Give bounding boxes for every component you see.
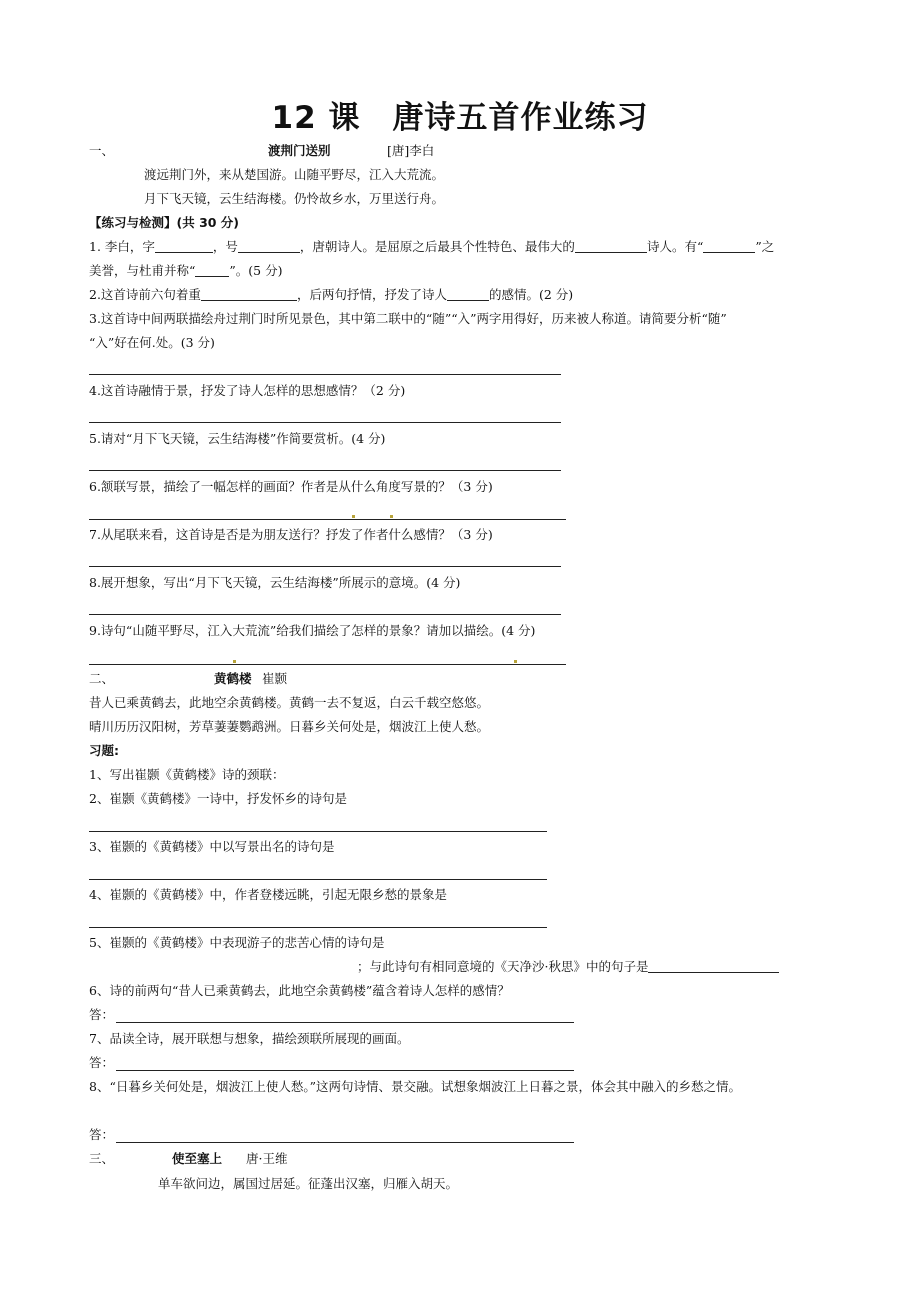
s2-question-1: 1、写出崔颢《黄鹤楼》诗的颈联： xyxy=(89,767,285,782)
blank-poet-type[interactable] xyxy=(575,240,647,253)
q1-text-c: ，唐朝诗人。是屈原之后最具个性特色、最伟大的 xyxy=(299,239,575,254)
scan-dot xyxy=(514,660,517,663)
answer-line-q7[interactable] xyxy=(89,566,561,567)
section-1-number: 一、 xyxy=(89,143,115,158)
poem-1-line-2: 月下飞天镜，云生结海楼。仍怜故乡水，万里送行舟。 xyxy=(144,191,445,206)
blank-paired-name[interactable] xyxy=(195,264,229,277)
exercise-header-2: 习题: xyxy=(89,743,119,758)
s2-question-7: 7、品读全诗，展开联想与想象，描绘颈联所展现的画面。 xyxy=(89,1031,410,1046)
answer-line-q5[interactable] xyxy=(89,470,561,471)
question-2 xyxy=(89,287,573,303)
s2-question-3: 3、崔颢的《黄鹤楼》中以写景出名的诗句是 xyxy=(89,839,335,854)
blank-zi[interactable] xyxy=(155,240,213,253)
poem-2-line-2: 晴川历历汉阳树，芳草萋萋鹦鹉洲。日暮乡关何处是，烟波江上使人愁。 xyxy=(89,719,490,734)
question-3: 3.这首诗中间两联描绘舟过荆门时所见景色，其中第二联中的“随”“入”两字用得好，历来被人称道。请简要分析“随” xyxy=(89,311,727,326)
answer-line-q3[interactable] xyxy=(89,374,561,375)
poem-2-line-1: 昔人已乘黄鹤去，此地空余黄鹤楼。黄鹤一去不复返，白云千载空悠悠。 xyxy=(89,695,490,710)
answer-line-s2-q2[interactable] xyxy=(89,831,547,832)
answer-line-q4[interactable] xyxy=(89,422,561,423)
question-6: 6.颔联写景，描绘了一幅怎样的画面？作者是从什么角度写景的？（3 分) xyxy=(89,479,493,494)
section-2-poem-title: 黄鹤楼 xyxy=(214,671,252,686)
poem-1-line-1: 渡远荆门外，来从楚国游。山随平野尽，江入大荒流。 xyxy=(144,167,445,182)
answer-label-q8: 答： xyxy=(89,1127,115,1142)
blank-focus[interactable] xyxy=(201,288,297,301)
question-7: 7.从尾联来看，这首诗是否是为朋友送行？抒发了作者什么感情？（3 分) xyxy=(89,527,493,542)
q1-text-a: 1. 李白，字 xyxy=(89,239,155,254)
q1-text-f: 美誉，与杜甫并称“ xyxy=(89,263,196,278)
q1-text-g: ”。(5 分) xyxy=(229,263,283,278)
question-5: 5.请对“月下飞天镜，云生结海楼”作简要赏析。(4 分) xyxy=(89,431,386,446)
q1-text-e: ”之 xyxy=(755,239,775,254)
blank-hao[interactable] xyxy=(238,240,300,253)
question-8: 8.展开想象，写出“月下飞天镜，云生结海楼”所展示的意境。(4 分) xyxy=(89,575,461,590)
page-title: 12 课 唐诗五首作业练习 xyxy=(271,100,649,136)
question-9: 9.诗句“山随平野尽，江入大荒流”给我们描绘了怎样的景象？请加以描绘。(4 分) xyxy=(89,623,536,638)
answer-line-s2-q4[interactable] xyxy=(89,927,547,928)
q2-text-b: ，后两句抒情，抒发了诗人 xyxy=(296,287,447,302)
s2-question-2: 2、崔颢《黄鹤楼》一诗中，抒发怀乡的诗句是 xyxy=(89,791,347,806)
scan-dot xyxy=(352,515,355,518)
blank-feeling[interactable] xyxy=(447,288,489,301)
answer-label-q6: 答： xyxy=(89,1007,115,1022)
section-3-poem-title: 使至塞上 xyxy=(172,1151,223,1166)
section-2-number: 二、 xyxy=(89,671,115,686)
scan-dot xyxy=(390,515,393,518)
section-3-author: 唐·王维 xyxy=(246,1151,288,1166)
answer-line-q9[interactable] xyxy=(89,664,566,665)
section-2-author: 崔颢 xyxy=(262,671,288,686)
section-1-poem-title: 渡荆门送别 xyxy=(268,143,331,158)
question-1-cont xyxy=(89,263,282,279)
question-4: 4.这首诗融情于景，抒发了诗人怎样的思想感情？（2 分) xyxy=(89,383,406,398)
exercise-header: 【练习与检测】(共 30 分) xyxy=(89,215,240,230)
q1-text-d: 诗人。有“ xyxy=(646,239,704,254)
s2-question-4: 4、崔颢的《黄鹤楼》中，作者登楼远眺，引起无限乡愁的景象是 xyxy=(89,887,447,902)
question-3-cont: “入”好在何.处。(3 分) xyxy=(89,335,215,350)
s2-question-5-cont xyxy=(357,959,779,975)
scan-dot xyxy=(233,660,236,663)
answer-label-q7: 答： xyxy=(89,1055,115,1070)
q1-text-b: ，号 xyxy=(212,239,238,254)
q2-text-a: 2.这首诗前六句着重 xyxy=(89,287,201,302)
answer-line-q6[interactable] xyxy=(89,519,566,520)
question-1 xyxy=(89,239,774,255)
s2-question-6: 6、诗的前两句“昔人已乘黄鹤去，此地空余黄鹤楼”蕴含着诗人怎样的感情？ xyxy=(89,983,510,998)
blank-title[interactable] xyxy=(703,240,755,253)
section-3-number: 三、 xyxy=(89,1151,115,1166)
blank-autumn-line[interactable] xyxy=(648,960,779,973)
s2-question-8: 8、“日暮乡关何处是，烟波江上使人愁。”这两句诗情、景交融。试想象烟波江上日暮之景，体会其中融入的乡愁之情。 xyxy=(89,1079,741,1094)
answer-line-s2-q3[interactable] xyxy=(89,879,547,880)
s2-question-5: 5、崔颢的《黄鹤楼》中表现游子的悲苦心情的诗句是 xyxy=(89,935,385,950)
s2-q5-text-b: ；与此诗句有相同意境的《天净沙·秋思》中的句子是 xyxy=(357,959,649,974)
answer-line-s2-q7[interactable] xyxy=(116,1070,574,1071)
answer-line-s2-q6[interactable] xyxy=(116,1022,574,1023)
poem-3-line-1: 单车欲问边，属国过居延。征蓬出汉塞，归雁入胡天。 xyxy=(158,1176,459,1191)
answer-line-q8[interactable] xyxy=(89,614,561,615)
q2-text-c: 的感情。(2 分) xyxy=(488,287,574,302)
section-1-author: [唐]李白 xyxy=(387,143,435,158)
answer-line-s2-q8[interactable] xyxy=(116,1142,574,1143)
